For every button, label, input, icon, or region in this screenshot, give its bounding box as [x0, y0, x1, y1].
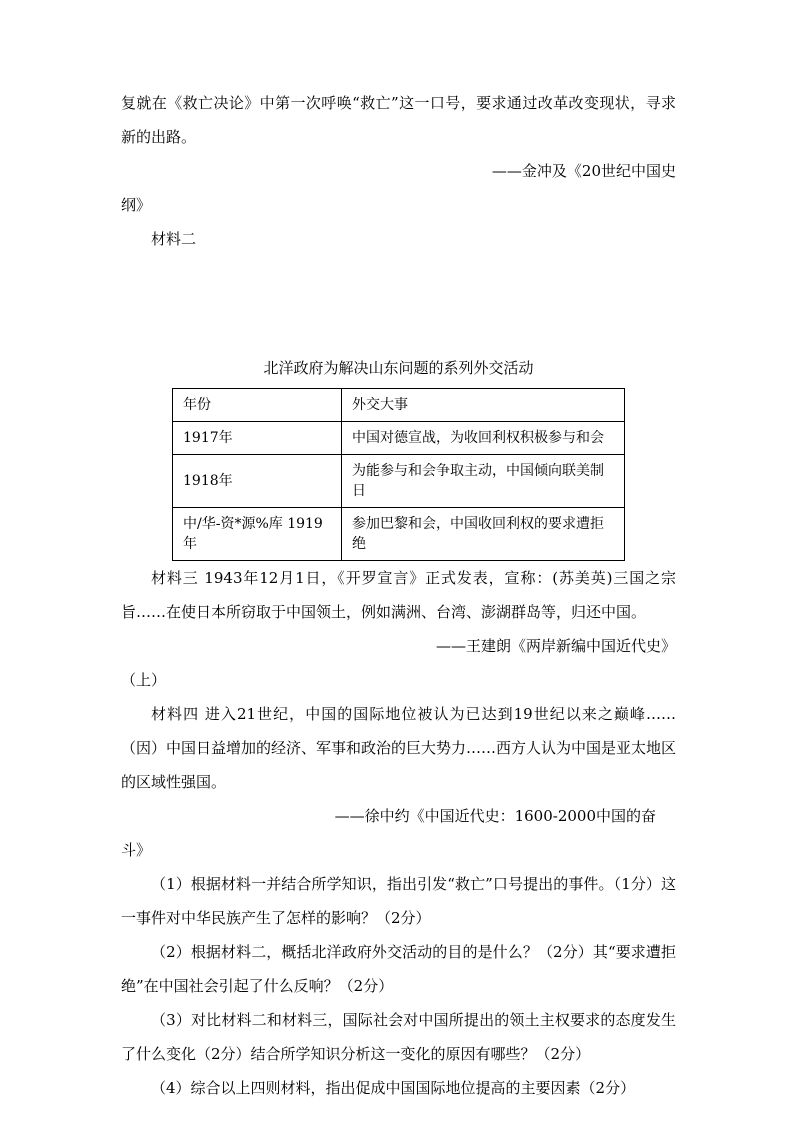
table-cell-event: 参加巴黎和会，中国收回利权的要求遭拒绝	[342, 508, 625, 561]
table-title: 北洋政府为解决山东问题的系列外交活动	[263, 359, 534, 377]
attribution-xuzhongyue-line2: 斗》	[121, 841, 152, 859]
table-header-row	[173, 389, 625, 422]
table-row	[173, 508, 625, 561]
paragraph-material-three: 材料三 1943年12月1日，《开罗宣言》正式发表，宣称：(苏美英)三国之宗旨……在使日本所窃取于中国领土，例如满洲、台湾、澎湖群岛等，归还中国。	[121, 569, 676, 621]
table-cell-year: 1917年	[173, 422, 342, 455]
diplomacy-table	[172, 388, 625, 561]
table-cell-year: 1918年	[173, 455, 342, 508]
table-row	[173, 455, 625, 508]
question-3: （3）对比材料二和材料三，国际社会对中国所提出的领土主权要求的态度发生了什么变化（2分）结合所学知识分析这一变化的原因有哪些？（2分）	[121, 1011, 676, 1063]
attribution-jinchongji-line1: ——金冲及《20世纪中国史	[491, 162, 676, 180]
table-cell-event: 为能参与和会争取主动，中国倾向联美制日	[342, 455, 625, 508]
question-1: （1）根据材料一并结合所学知识，指出引发“救亡”口号提出的事件。（1分）这一事件对中华民族产生了怎样的影响？（2分）	[121, 875, 676, 927]
attribution-xuzhongyue-line1: ——徐中约《中国近代史：1600-2000中国的奋	[334, 807, 656, 825]
table-cell-year: 中/华-资*源%库 1919年	[173, 508, 342, 561]
attribution-wangjianlang-line1: ——王建朗《两岸新编中国近代史》	[435, 637, 676, 655]
attribution-jinchongji-line2: 纲》	[121, 196, 152, 214]
table-header-year: 年份	[173, 389, 342, 422]
question-2: （2）根据材料二，概括北洋政府外交活动的目的是什么？（2分）其“要求遭拒绝”在中国社会引起了什么反响？（2分）	[121, 943, 676, 995]
paragraph-material-four: 材料四 进入21世纪，中国的国际地位被认为已达到19世纪以来之巅峰……（因）中国日益增加的经济、军事和政治的巨大势力……西方人认为中国是亚太地区的区域性强国。	[121, 705, 677, 791]
table-cell-event: 中国对德宣战，为收回利权积极参与和会	[342, 422, 625, 455]
table-header-event: 外交大事	[342, 389, 625, 422]
material-two-label: 材料二	[151, 230, 197, 248]
table-row	[173, 422, 625, 455]
blank-space	[121, 256, 676, 351]
paragraph-intro: 复就在《救亡决论》中第一次呼唤“救亡”这一口号，要求通过改革改变现状，寻求新的出路。	[121, 94, 676, 146]
question-4: （4）综合以上四则材料，指出促成中国国际地位提高的主要因素（2分）	[151, 1079, 636, 1097]
attribution-wangjianlang-line2: （上）	[121, 671, 167, 689]
